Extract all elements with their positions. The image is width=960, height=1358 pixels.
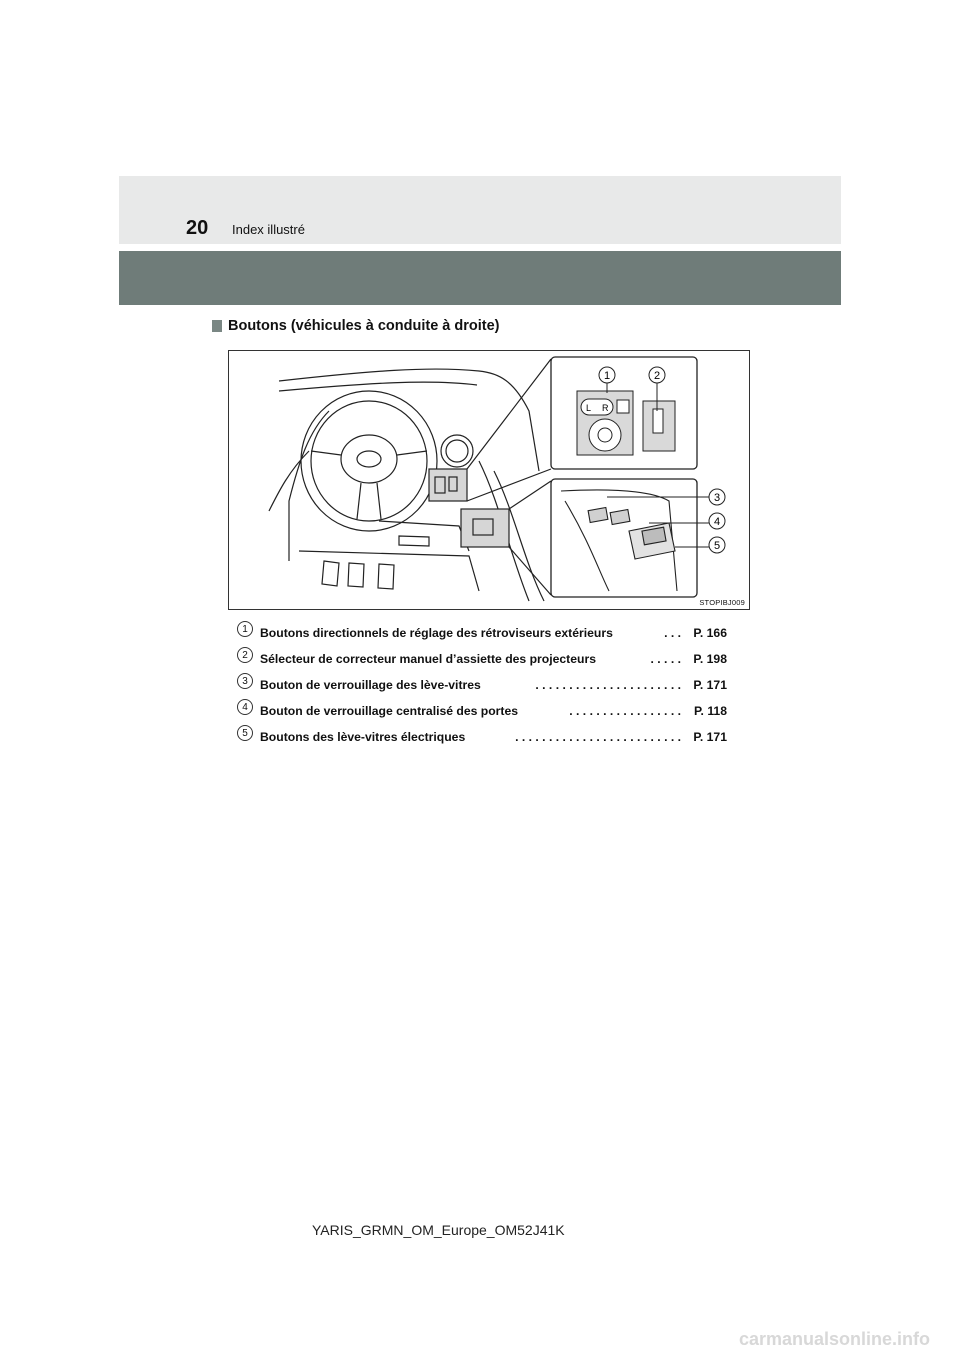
legend-item <box>237 698 727 724</box>
dashboard-illustration <box>228 350 750 610</box>
figure-code: STOPIBJ009 <box>699 598 745 607</box>
page-number: 20 <box>186 217 209 239</box>
callout-5: 5 <box>713 540 721 552</box>
legend-label: Boutons des lève-vitres électriques <box>260 730 466 744</box>
legend-item <box>237 620 727 646</box>
header-band <box>119 176 841 244</box>
square-bullet-icon <box>212 320 222 332</box>
mirror-left-label: L <box>586 403 592 413</box>
mirror-right-label: R <box>602 403 609 413</box>
legend-number: 2 <box>237 647 253 663</box>
leader-dots: . . . . . . . . . . . . . . . . . . . . . . <box>535 678 681 692</box>
page-reference: P. 171 <box>693 730 727 744</box>
callout-4: 4 <box>713 516 721 528</box>
legend-label: Bouton de verrouillage centralisé des portes <box>260 704 519 718</box>
legend-label: Sélecteur de correcteur manuel d’assiette des projecteurs <box>260 652 596 666</box>
page-reference: P. 171 <box>693 678 727 692</box>
steering-wheel-outline <box>301 391 437 531</box>
callout-2: 2 <box>653 370 661 382</box>
legend-number: 4 <box>237 699 253 715</box>
dashboard-line-art <box>269 359 551 601</box>
legend-number: 1 <box>237 621 253 637</box>
page-reference: P. 198 <box>693 652 727 666</box>
leader-dots: . . . <box>664 626 681 640</box>
legend-label: Boutons directionnels de réglage des rétroviseurs extérieurs <box>260 626 613 640</box>
legend-item <box>237 672 727 698</box>
dashboard-drawing <box>229 351 749 609</box>
section-title: Index illustré <box>232 222 305 237</box>
legend-number: 5 <box>237 725 253 741</box>
legend-label: Bouton de verrouillage des lève-vitres <box>260 678 481 692</box>
subheading-text: Boutons (véhicules à conduite à droite) <box>228 318 500 334</box>
legend-item <box>237 724 727 750</box>
legend-list <box>237 620 727 750</box>
page-reference: P. 118 <box>694 704 727 718</box>
document-id: YARIS_GRMN_OM_Europe_OM52J41K <box>312 1222 565 1238</box>
leader-dots: . . . . . . . . . . . . . . . . . <box>569 704 681 718</box>
watermark: carmanualsonline.info <box>738 1329 930 1349</box>
callout-1: 1 <box>603 370 611 382</box>
subheading <box>212 318 500 334</box>
callout-3: 3 <box>713 492 721 504</box>
leader-dots: . . . . . <box>650 652 681 666</box>
leader-dots: . . . . . . . . . . . . . . . . . . . . . . . . . <box>515 730 681 744</box>
page-reference: P. 166 <box>693 626 727 640</box>
legend-number: 3 <box>237 673 253 689</box>
section-band <box>119 251 841 305</box>
legend-item <box>237 646 727 672</box>
